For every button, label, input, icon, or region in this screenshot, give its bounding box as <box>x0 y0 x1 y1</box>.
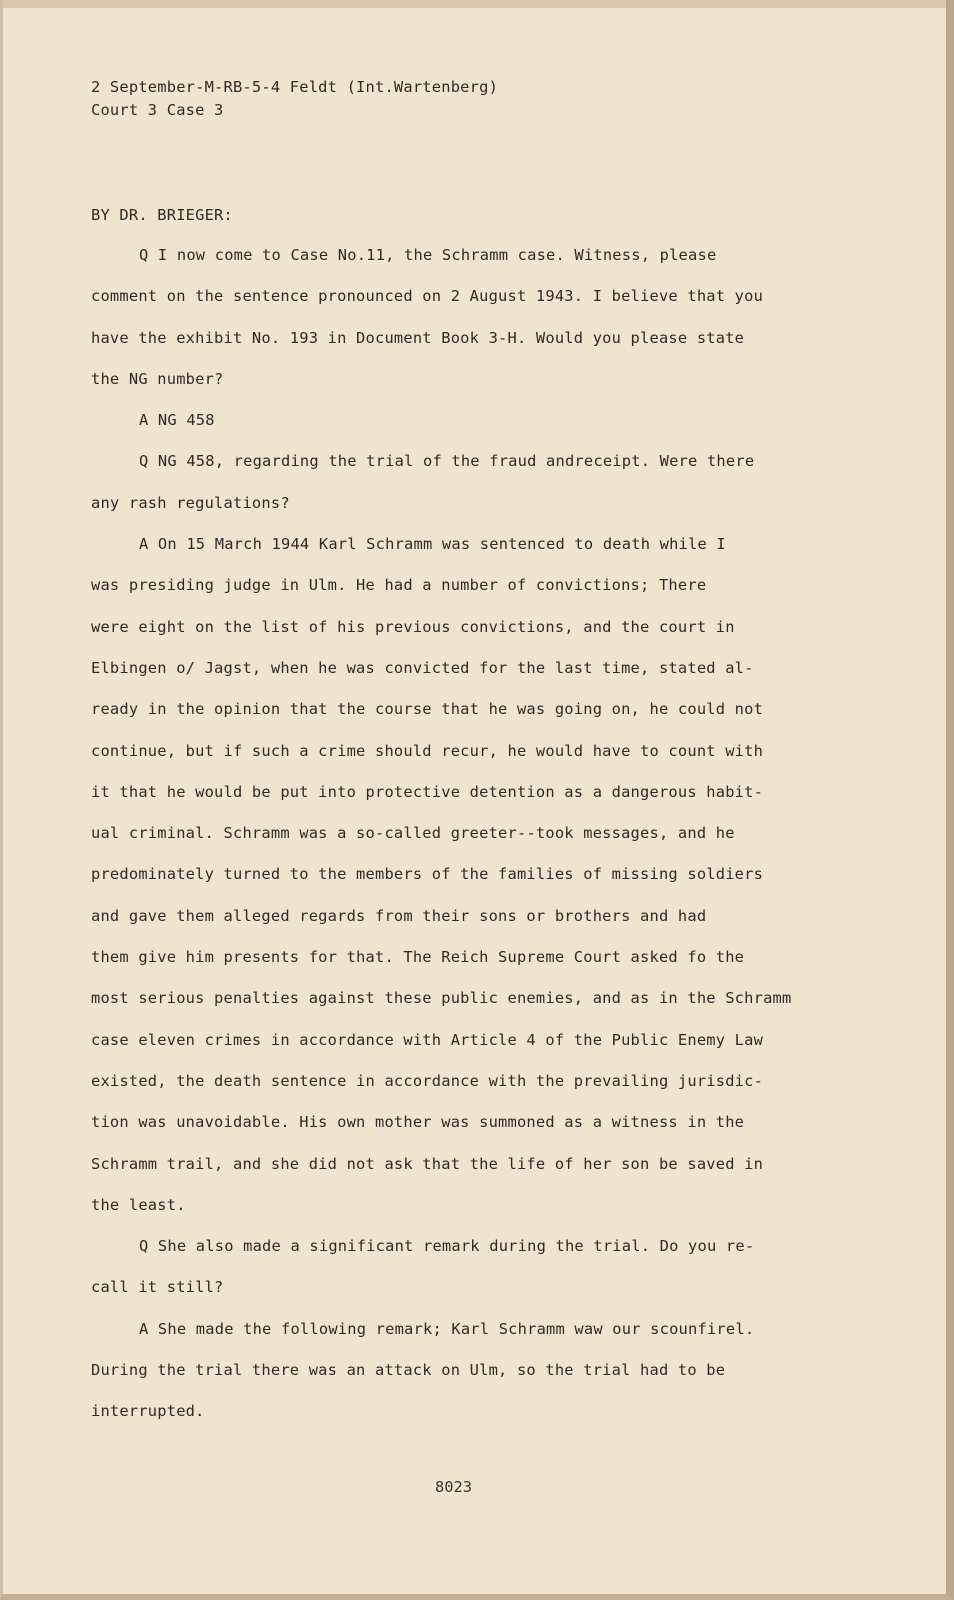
transcript-line: A NG 458 <box>139 411 215 430</box>
transcript-line: any rash regulations? <box>91 493 290 512</box>
transcript-line: Elbingen o/ Jagst, when he was convicted for the last time, stated al- <box>91 658 754 677</box>
transcript-line: call it still? <box>91 1278 224 1297</box>
transcript-line: have the exhibit No. 193 in Document Book 3-H. Would you please state <box>91 328 745 347</box>
page-number: 8023 <box>435 1478 473 1496</box>
transcript-line: Q NG 458, regarding the trial of the fraud andreceipt. Were there <box>139 452 755 471</box>
transcript-line: most serious penalties against these public enemies, and as in the Schramm <box>91 989 792 1008</box>
transcript-line: were eight on the list of his previous convictions, and the court in <box>91 617 735 636</box>
transcript-line: A She made the following remark; Karl Schramm waw our scounfirel. <box>139 1319 755 1338</box>
transcript-line: them give him presents for that. The Reich Supreme Court asked fo the <box>91 948 745 967</box>
header-line-2: Court 3 Case 3 <box>91 101 224 119</box>
page-top-edge <box>3 0 946 8</box>
transcript-line: and gave them alleged regards from their sons or brothers and had <box>91 906 707 925</box>
examiner-heading: BY DR. BRIEGER: <box>91 206 233 224</box>
transcript-line: comment on the sentence pronounced on 2 August 1943. I believe that you <box>91 287 764 306</box>
transcript-line: case eleven crimes in accordance with Article 4 of the Public Enemy Law <box>91 1030 764 1049</box>
transcript-line: it that he would be put into protective detention as a dangerous habit- <box>91 782 764 801</box>
transcript-line: the NG number? <box>91 369 224 388</box>
transcript-line: ual criminal. Schramm was a so-called greeter--took messages, and he <box>91 824 735 843</box>
transcript-line: ready in the opinion that the course that he was going on, he could not <box>91 700 764 719</box>
transcript-line: predominately turned to the members of the families of missing soldiers <box>91 865 764 884</box>
transcript-line: Q She also made a significant remark during the trial. Do you re- <box>139 1237 755 1256</box>
transcript-line: During the trial there was an attack on Ulm, so the trial had to be <box>91 1361 726 1380</box>
transcript-line: the least. <box>91 1195 186 1214</box>
transcript-line: was presiding judge in Ulm. He had a number of convictions; There <box>91 576 707 595</box>
transcript-line: Schramm trail, and she did not ask that the life of her son be saved in <box>91 1154 764 1173</box>
transcript-line: A On 15 March 1944 Karl Schramm was sentenced to death while I <box>139 535 726 554</box>
transcript-text <box>91 76 871 1421</box>
transcript-line: tion was unavoidable. His own mother was summoned as a witness in the <box>91 1113 745 1132</box>
testimony-body <box>91 244 871 1442</box>
transcript-line: Q I now come to Case No.11, the Schramm case. Witness, please <box>139 246 717 264</box>
transcript-line: existed, the death sentence in accordance with the prevailing jurisdic- <box>91 1071 764 1090</box>
header-line-1: 2 September-M-RB-5-4 Feldt (Int.Wartenberg) <box>91 78 499 96</box>
transcript-line: interrupted. <box>91 1402 205 1421</box>
transcript-line: continue, but if such a crime should recur, he would have to count with <box>91 741 764 760</box>
